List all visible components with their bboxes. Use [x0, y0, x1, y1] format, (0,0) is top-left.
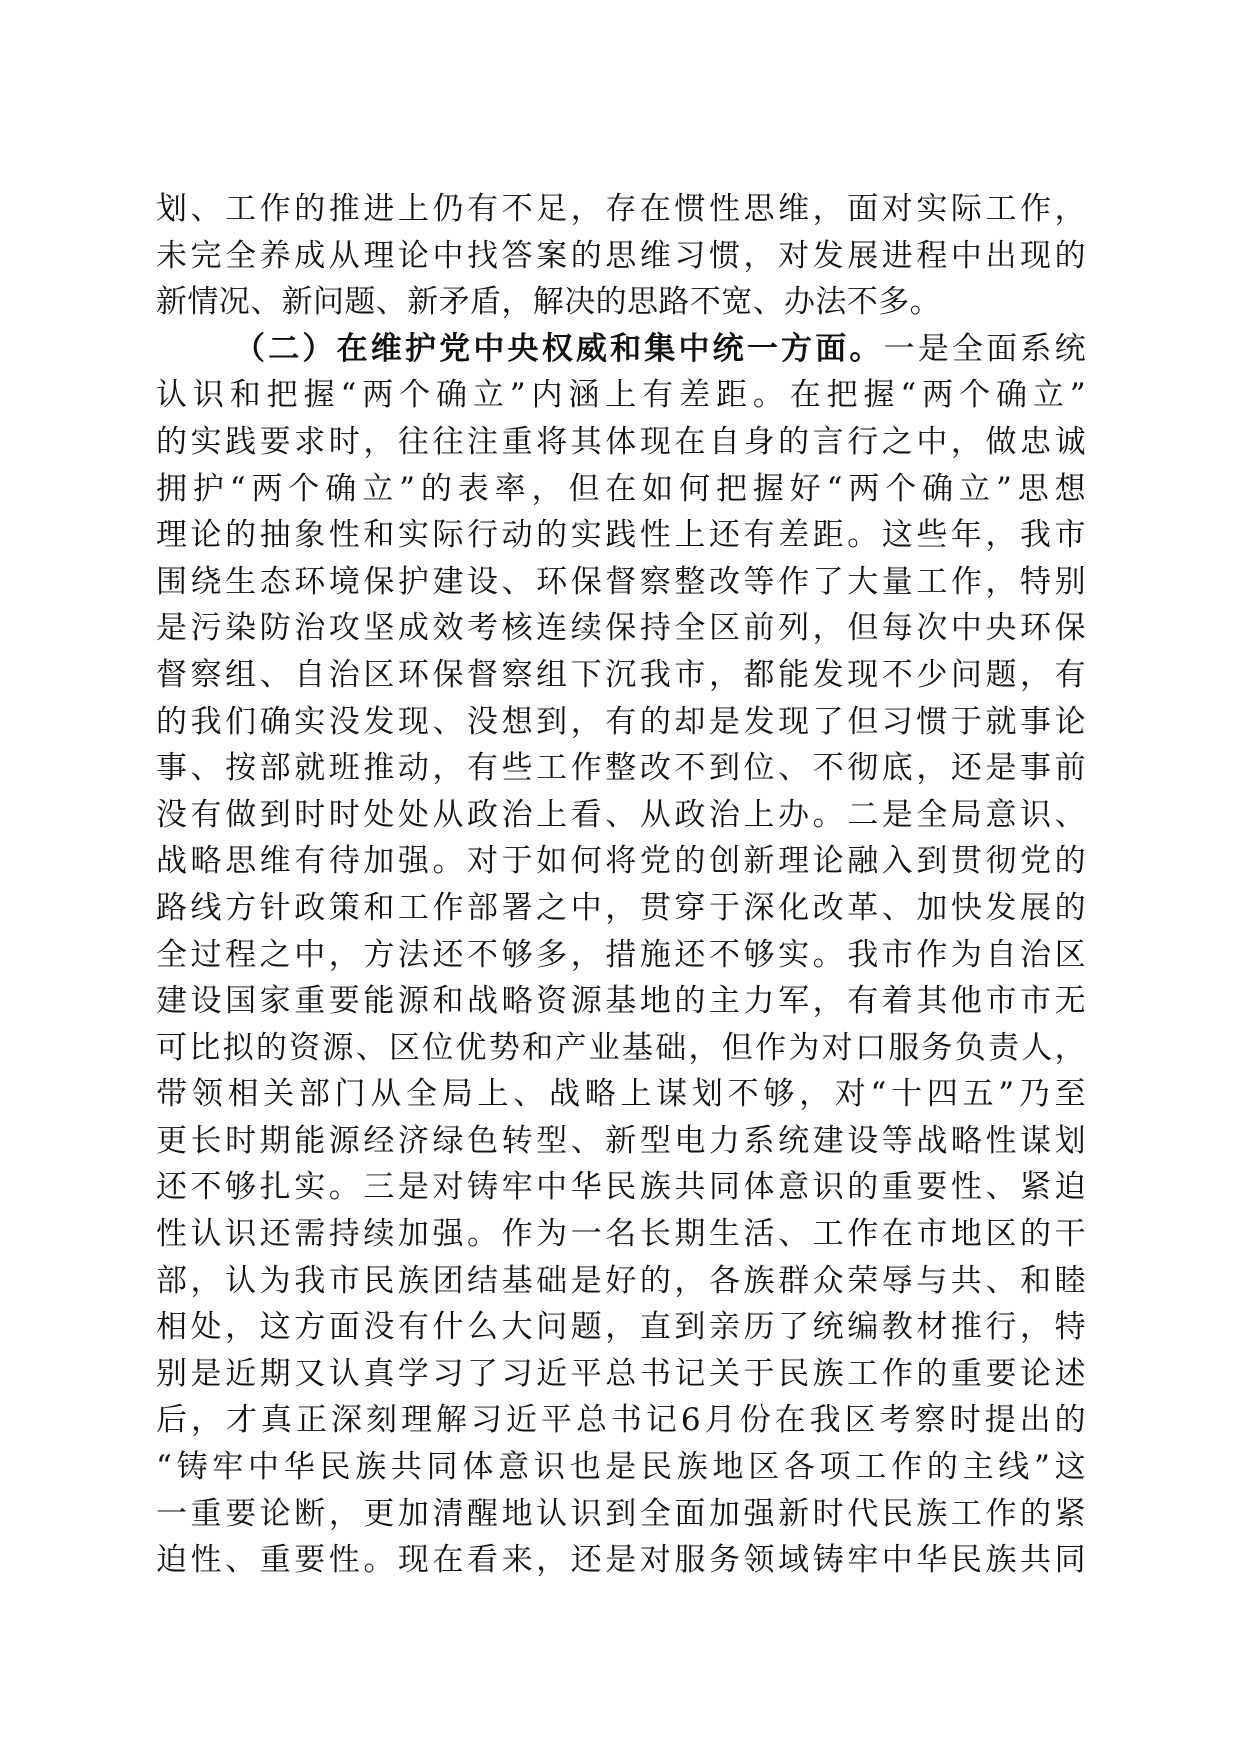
text-line: 后，才真正深刻理解习近平总书记6月份在我区考察时提出的 [156, 1402, 1086, 1439]
text-line: 拥护“两个确立”的表率，但在如何把握好“两个确立”思想 [156, 470, 1086, 507]
text-line: 新情况、新问题、新矛盾，解决的思路不宽、办法不多。 [156, 284, 941, 321]
body-text [156, 186, 1086, 1584]
section-heading-line [156, 326, 1086, 373]
text-line: 划、工作的推进上仍有不足，存在惯性思维，面对实际工作， [156, 191, 1086, 227]
text-line: 认识和把握“两个确立”内涵上有差距。在把握“两个确立” [156, 377, 1086, 414]
text-line: 全过程之中，方法还不够多，措施还不够实。我市作为自治区 [156, 936, 1086, 973]
text-line: 没有做到时时处处从政治上看、从政治上办。二是全局意识、 [156, 796, 1086, 833]
text-line: 一重要论断，更加清醒地认识到全面加强新时代民族工作的紧 [156, 1495, 1086, 1532]
text-line: 部，认为我市民族团结基础是好的，各族群众荣辱与共、和睦 [156, 1262, 1086, 1299]
text-line: 是污染防治攻坚成效考核连续保持全区前列，但每次中央环保 [156, 610, 1086, 647]
text-line: 理论的抽象性和实际行动的实践性上还有差距。这些年，我市 [156, 517, 1086, 554]
text-line: 事、按部就班推动，有些工作整改不到位、不彻底，还是事前 [156, 750, 1086, 787]
text-line: 性认识还需持续加强。作为一名长期生活、工作在市地区的干 [156, 1216, 1086, 1253]
text-line: 督察组、自治区环保督察组下沉我市，都能发现不少问题，有 [156, 656, 1086, 693]
section-heading-continuation: 一是全面系统 [883, 330, 1086, 367]
text-line: 还不够扎实。三是对铸牢中华民族共同体意识的重要性、紧迫 [156, 1169, 1086, 1206]
text-line: 带领相关部门从全局上、战略上谋划不够，对“十四五”乃至 [156, 1076, 1086, 1113]
text-line: 可比拟的资源、区位优势和产业基础，但作为对口服务负责人， [156, 1029, 1086, 1066]
text-line: “铸牢中华民族共同体意识也是民族地区各项工作的主线”这 [156, 1449, 1086, 1486]
text-line: 建设国家重要能源和战略资源基地的主力军，有着其他市市无 [156, 983, 1086, 1020]
text-line: 围绕生态环境保护建设、环保督察整改等作了大量工作，特别 [156, 563, 1086, 600]
section-heading: （二）在维护党中央权威和集中统一方面。 [234, 330, 884, 367]
text-line: 的实践要求时，往往注重将其体现在自身的言行之中，做忠诚 [156, 423, 1086, 460]
text-line: 更长时期能源经济绿色转型、新型电力系统建设等战略性谋划 [156, 1122, 1086, 1159]
text-line: 别是近期又认真学习了习近平总书记关于民族工作的重要论述 [156, 1355, 1086, 1392]
text-line: 的我们确实没发现、没想到，有的却是发现了但习惯于就事论 [156, 703, 1086, 740]
text-line: 相处，这方面没有什么大问题，直到亲历了统编教材推行，特 [156, 1309, 1086, 1346]
text-line: 战略思维有待加强。对于如何将党的创新理论融入到贯彻党的 [156, 843, 1086, 880]
text-line: 未完全养成从理论中找答案的思维习惯，对发展进程中出现的 [156, 237, 1086, 274]
text-line: 迫性、重要性。现在看来，还是对服务领域铸牢中华民族共同 [156, 1542, 1086, 1579]
text-line: 路线方针政策和工作部署之中，贯穿于深化改革、加快发展的 [156, 889, 1086, 926]
